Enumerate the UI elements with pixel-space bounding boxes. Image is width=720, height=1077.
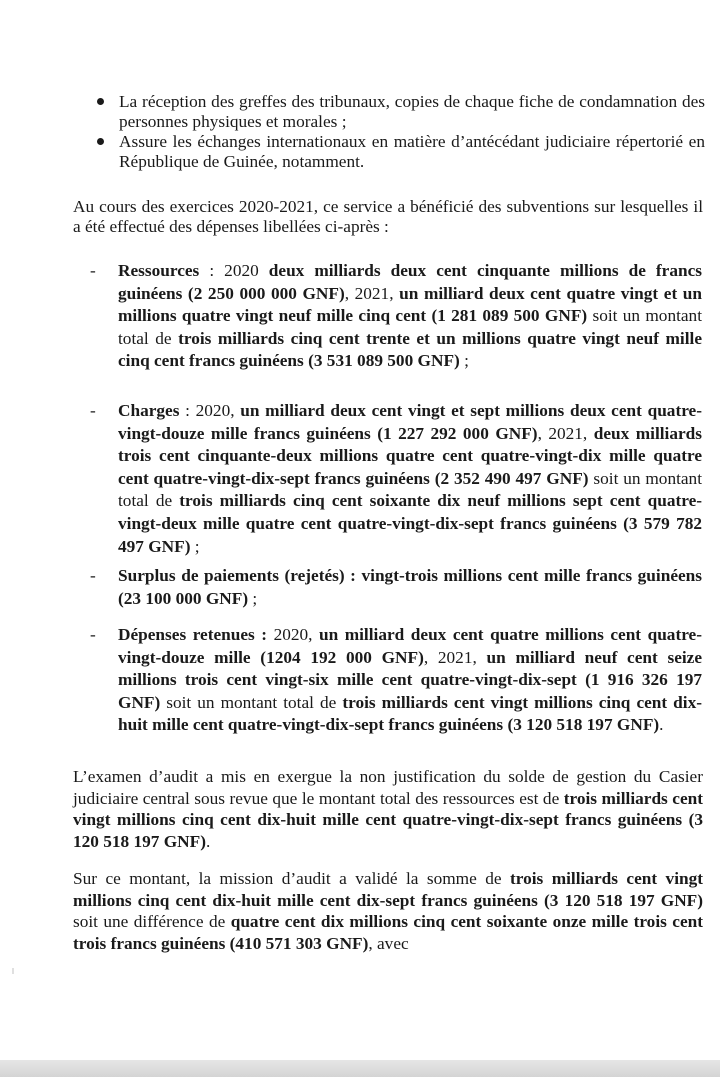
item-label: Ressources [118, 261, 200, 280]
item-body: Charges : 2020, un milliard deux cent vingt et sept millions deux cent quatre-vingt-douze mille francs guinéens (1 227 292 000 GNF), 2021, deux milliards trois cent cinquante-deux millions quatre cent quatre-vingt-dix mille quatre cent quatre-vingt-dix-sept francs guinéens (2 352 490 497 GNF) soit un montant total de trois milliards cinq cent soixante dix neuf millions sept cent quatre-vingt-deux mille quatre cent quatre-vingt-dix-sept francs guinéens (3 579 782 497 GNF) ; [118, 401, 703, 556]
list-item-depenses-retenues [90, 624, 702, 737]
list-item-charges [90, 400, 702, 558]
item-label: Charges [118, 401, 180, 420]
bullet-icon [97, 138, 104, 145]
dash-marker: - [90, 566, 96, 585]
bullet-item: Assure les échanges internationaux en matière d’antécédant judiciaire répertorié en République de Guinée, notamment. [95, 132, 705, 171]
page-bottom-edge [0, 1060, 720, 1077]
intro-paragraph: Au cours des exercices 2020-2021, ce service a bénéficié des subventions sur lesquelles il a été effectué des dépenses libellées ci-après : [73, 197, 703, 236]
item-body: Surplus de paiements (rejetés) : vingt-trois millions cent mille francs guinéens (23 100 000 GNF) ; [118, 566, 702, 608]
dash-marker: - [90, 625, 96, 644]
bullet-item: La réception des greffes des tribunaux, copies de chaque fiche de condamnation des personnes physiques et morales ; [95, 92, 705, 131]
bullet-list [95, 92, 705, 171]
list-item-surplus [90, 565, 702, 610]
item-label: Dépenses retenues : [118, 625, 268, 644]
list-item-ressources [90, 260, 702, 373]
dash-marker: - [90, 261, 96, 280]
audit-paragraph: L’examen d’audit a mis en exergue la non justification du solde de gestion du Casier judiciaire central sous revue que le montant total des ressources est de trois milliards cent vingt millions cinq cent dix-huit mille cent quatre-vingt-dix-sept francs guinéens (3 120 518 197 GNF). [73, 767, 703, 851]
item-body: Ressources : 2020 deux milliards deux cent cinquante millions de francs guinéens (2 250 000 000 GNF), 2021, un milliard deux cent quatre vingt et un millions quatre vingt neuf mille cinq cent (1 281 089 500 GNF) soit un montant total de trois milliards cinq cent trente et un millions quatre vingt neuf mille cinq cent francs guinéens (3 531 089 500 GNF) ; [118, 261, 703, 371]
item-label: Surplus de paiements (rejetés) : vingt-trois millions cent mille francs guinéens (23 100 000 GNF) [118, 566, 702, 608]
validation-paragraph: Sur ce montant, la mission d’audit a validé la somme de trois milliards cent vingt millions cinq cent dix-huit mille cent dix-sept francs guinéens (3 120 518 197 GNF) soit une différence de quatre cent dix millions cinq cent soixante onze mille trois cent trois francs guinéens (410 571 303 GNF), avec [73, 869, 703, 953]
item-body: Dépenses retenues : 2020, un milliard deux cent quatre millions cent quatre-vingt-douze mille (1204 192 000 GNF), 2021, un milliard neuf cent seize millions trois cent vingt-six mille cent quatre-vingt-dix-sept (1 916 326 197 GNF) soit un montant total de trois milliards cent vingt millions cinq cent dix-huit mille cent quatre-vingt-dix-sept francs guinéens (3 120 518 197 GNF). [118, 625, 703, 735]
scan-mark [12, 968, 14, 974]
dash-marker: - [90, 401, 96, 420]
bullet-icon [97, 98, 104, 105]
